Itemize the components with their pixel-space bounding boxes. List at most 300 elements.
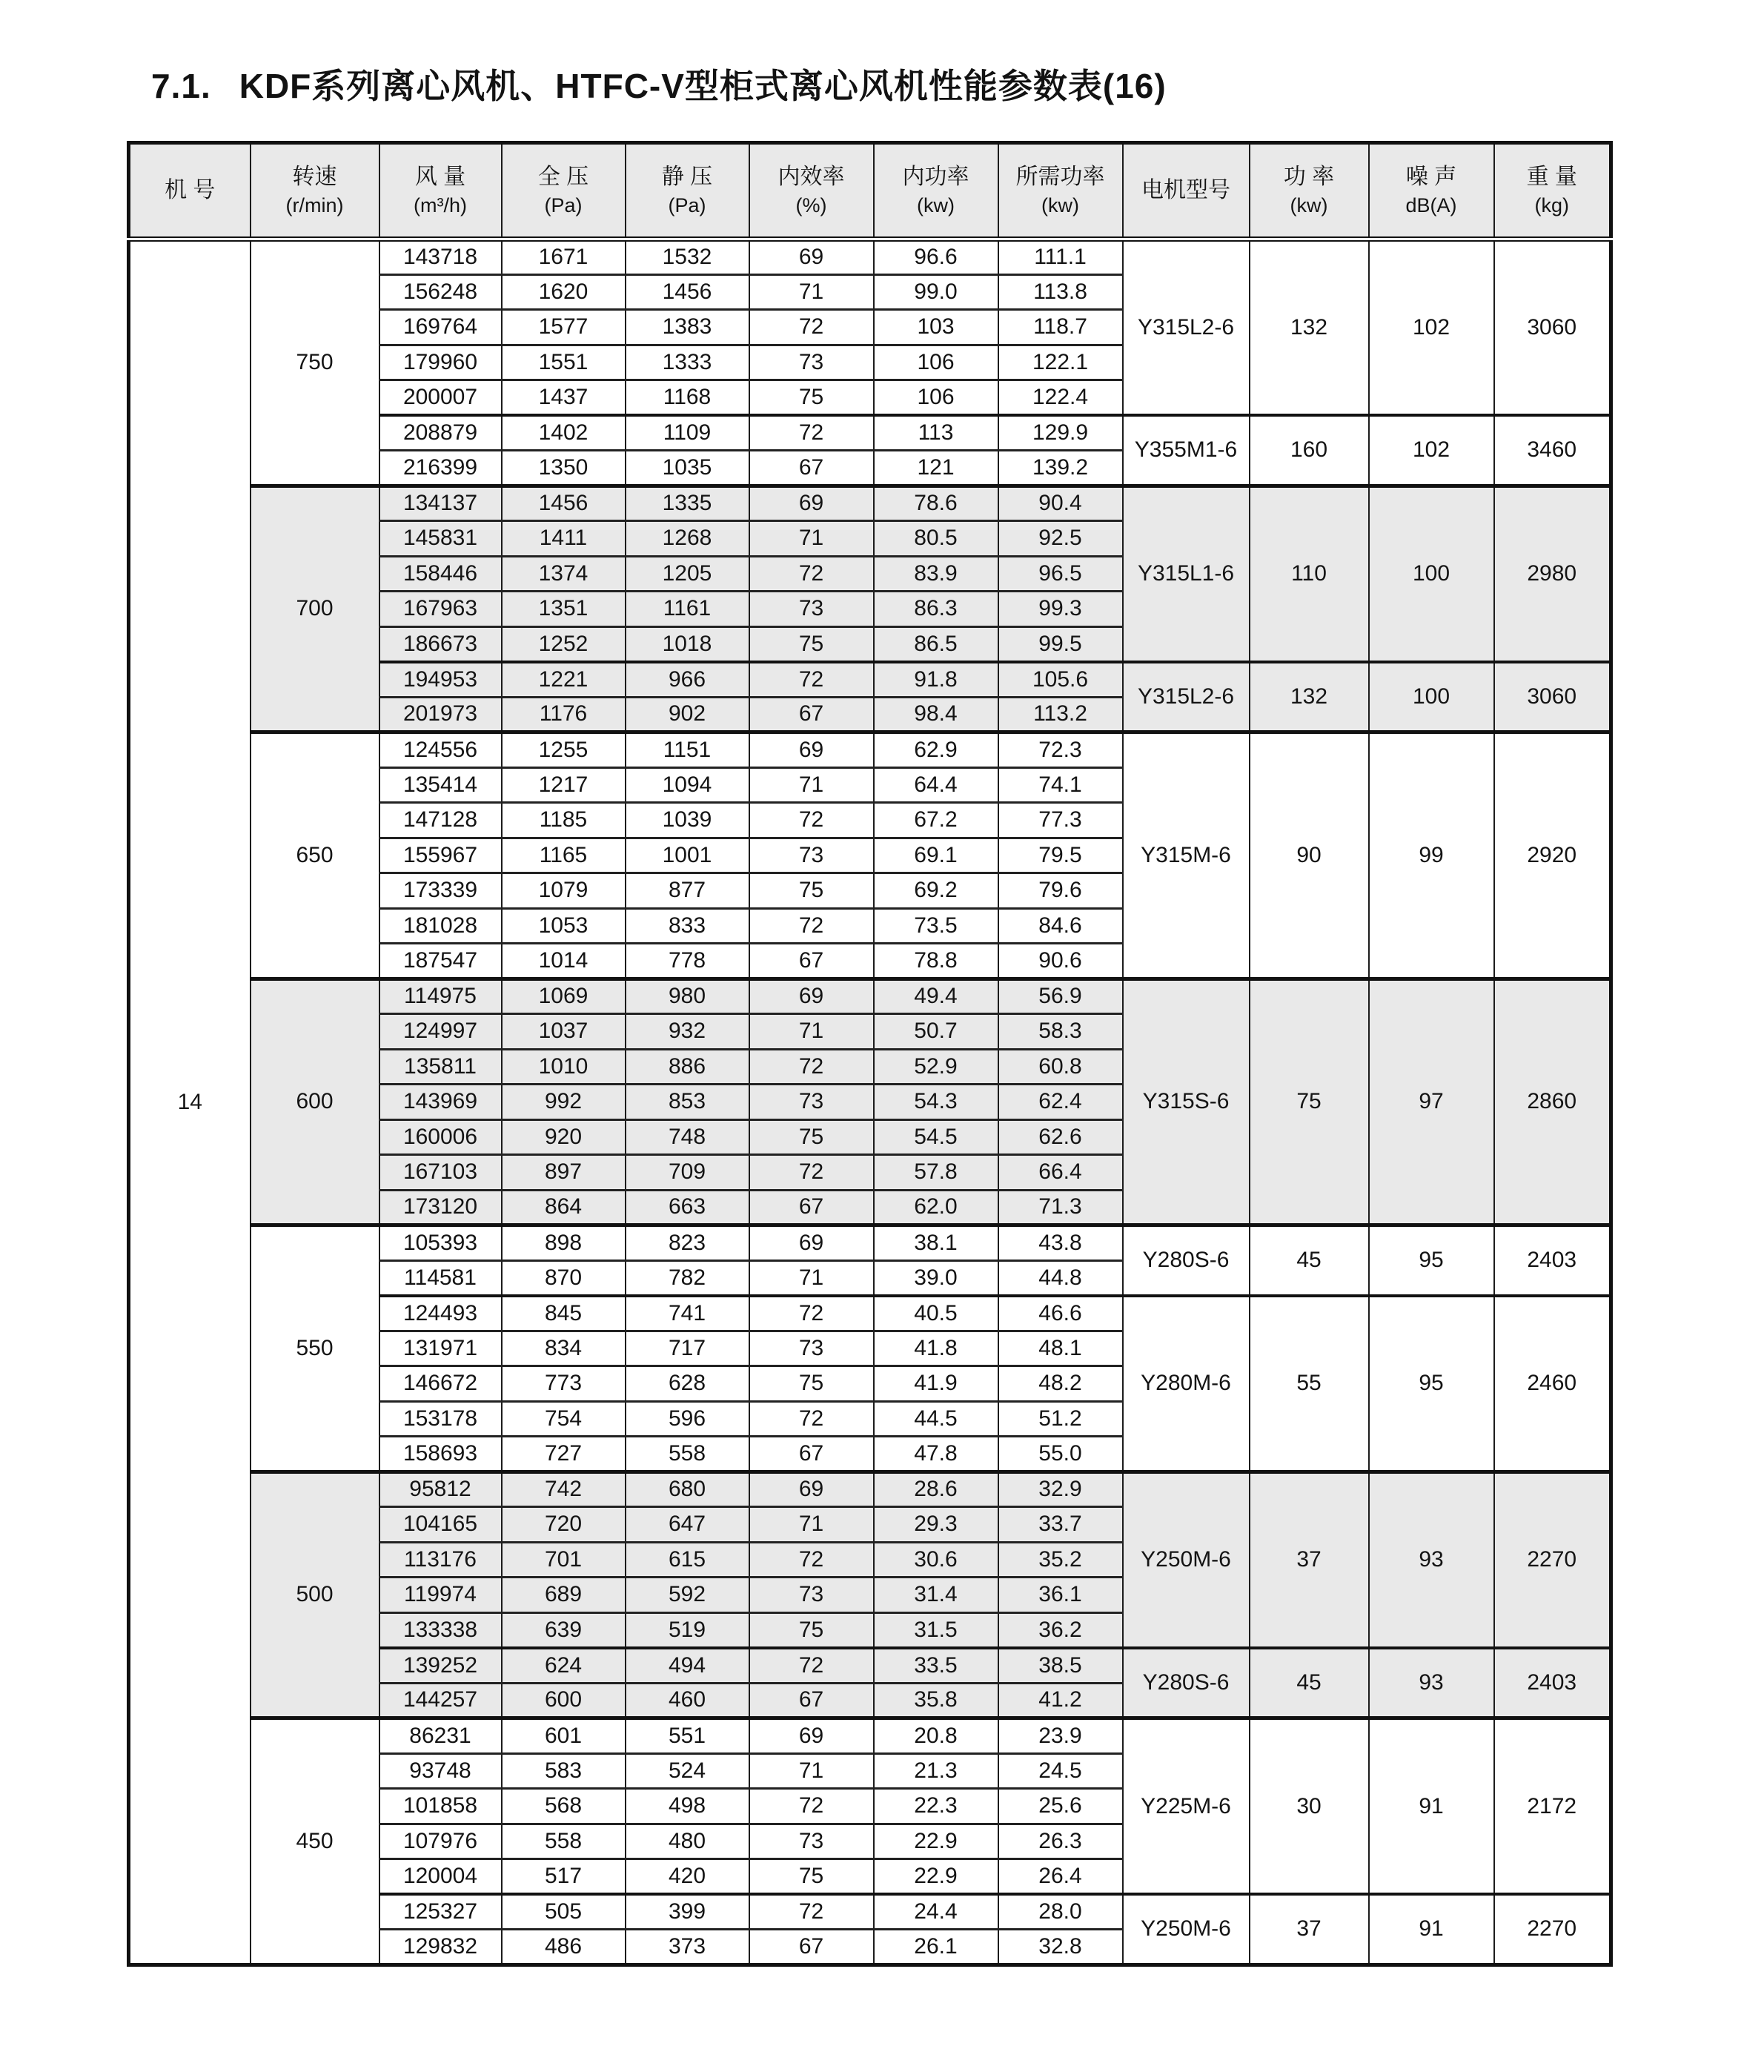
cell-motor-model: Y355M1-6 (1123, 415, 1250, 486)
cell-required-power: 43.8 (998, 1225, 1123, 1261)
col-header-label: 电机型号 (1141, 178, 1230, 202)
cell-static-pressure: 1532 (626, 239, 749, 275)
cell-efficiency: 73 (749, 1331, 874, 1366)
cell-motor-model: Y280S-6 (1123, 1225, 1250, 1296)
cell-efficiency: 67 (749, 1190, 874, 1225)
cell-flow: 114975 (379, 979, 502, 1014)
col-header-unit: (kw) (917, 194, 955, 216)
header-row (129, 143, 1611, 239)
cell-total-pressure: 992 (502, 1085, 626, 1120)
cell-efficiency: 75 (749, 873, 874, 909)
cell-power: 37 (1250, 1894, 1369, 1965)
cell-total-pressure: 754 (502, 1401, 626, 1437)
cell-total-pressure: 864 (502, 1190, 626, 1225)
cell-static-pressure: 498 (626, 1789, 749, 1824)
cell-static-pressure: 709 (626, 1155, 749, 1191)
cell-required-power: 36.1 (998, 1578, 1123, 1613)
cell-static-pressure: 1335 (626, 486, 749, 521)
cell-total-pressure: 568 (502, 1789, 626, 1824)
cell-internal-power: 86.3 (874, 592, 998, 627)
cell-flow: 147128 (379, 803, 502, 838)
cell-internal-power: 67.2 (874, 803, 998, 838)
col-header-label: 静 压 (661, 165, 713, 189)
cell-total-pressure: 1079 (502, 873, 626, 909)
cell-efficiency: 73 (749, 1085, 874, 1120)
cell-internal-power: 22.3 (874, 1789, 998, 1824)
cell-total-pressure: 1411 (502, 521, 626, 557)
cell-total-pressure: 1671 (502, 239, 626, 275)
cell-static-pressure: 494 (626, 1648, 749, 1684)
cell-total-pressure: 1350 (502, 451, 626, 486)
cell-total-pressure: 1551 (502, 345, 626, 380)
cell-total-pressure: 742 (502, 1472, 626, 1507)
col-header-unit: (m³/h) (414, 194, 467, 216)
cell-power: 132 (1250, 239, 1369, 416)
cell-weight: 3060 (1494, 239, 1611, 416)
cell-total-pressure: 1620 (502, 274, 626, 310)
cell-required-power: 96.5 (998, 556, 1123, 592)
cell-static-pressure: 778 (626, 944, 749, 979)
cell-total-pressure: 1577 (502, 310, 626, 345)
col-header-label: 机 号 (165, 178, 216, 202)
cell-required-power: 35.2 (998, 1542, 1123, 1578)
cell-noise: 102 (1369, 239, 1494, 416)
cell-internal-power: 33.5 (874, 1648, 998, 1684)
cell-internal-power: 106 (874, 345, 998, 380)
cell-flow: 86231 (379, 1718, 502, 1754)
col-header-label: 全 压 (537, 165, 589, 189)
cell-weight: 2270 (1494, 1894, 1611, 1965)
cell-efficiency: 67 (749, 451, 874, 486)
cell-machine-no: 14 (129, 239, 251, 1965)
cell-power: 90 (1250, 732, 1369, 979)
cell-total-pressure: 689 (502, 1578, 626, 1613)
cell-flow: 187547 (379, 944, 502, 979)
cell-weight: 2403 (1494, 1225, 1611, 1296)
page-title-text: KDF系列离心风机、HTFC-V型柜式离心风机性能参数表(16) (239, 67, 1167, 105)
cell-internal-power: 31.5 (874, 1612, 998, 1648)
cell-static-pressure: 628 (626, 1366, 749, 1402)
cell-total-pressure: 486 (502, 1930, 626, 1965)
cell-static-pressure: 460 (626, 1683, 749, 1718)
cell-static-pressure: 480 (626, 1824, 749, 1859)
cell-static-pressure: 1035 (626, 451, 749, 486)
col-header-efficiency (749, 143, 874, 239)
table-row (129, 239, 1611, 275)
cell-weight: 2860 (1494, 979, 1611, 1225)
table-header (129, 143, 1611, 239)
page-title-number: 7.1. (151, 67, 211, 105)
cell-flow: 156248 (379, 274, 502, 310)
col-header-static-pressure (626, 143, 749, 239)
cell-efficiency: 72 (749, 1155, 874, 1191)
cell-noise: 99 (1369, 732, 1494, 979)
fan-performance-table (127, 141, 1613, 1967)
cell-efficiency: 75 (749, 380, 874, 416)
col-header-label: 噪 声 (1405, 165, 1457, 189)
cell-weight: 3460 (1494, 415, 1611, 486)
cell-total-pressure: 1456 (502, 486, 626, 521)
col-header-label: 功 率 (1283, 165, 1335, 189)
cell-efficiency: 71 (749, 1014, 874, 1050)
cell-weight: 3060 (1494, 662, 1611, 732)
col-header-unit: (%) (795, 194, 827, 216)
cell-power: 160 (1250, 415, 1369, 486)
cell-efficiency: 75 (749, 1119, 874, 1155)
cell-static-pressure: 1383 (626, 310, 749, 345)
cell-internal-power: 98.4 (874, 697, 998, 732)
cell-efficiency: 69 (749, 1718, 874, 1754)
cell-internal-power: 121 (874, 451, 998, 486)
cell-efficiency: 72 (749, 1542, 874, 1578)
cell-internal-power: 44.5 (874, 1401, 998, 1437)
cell-internal-power: 50.7 (874, 1014, 998, 1050)
cell-total-pressure: 1069 (502, 979, 626, 1014)
cell-static-pressure: 1018 (626, 626, 749, 662)
cell-static-pressure: 373 (626, 1930, 749, 1965)
cell-motor-model: Y280S-6 (1123, 1648, 1250, 1718)
cell-total-pressure: 1252 (502, 626, 626, 662)
cell-internal-power: 69.1 (874, 838, 998, 873)
cell-static-pressure: 853 (626, 1085, 749, 1120)
cell-total-pressure: 727 (502, 1437, 626, 1472)
cell-speed: 500 (251, 1472, 379, 1718)
cell-total-pressure: 601 (502, 1718, 626, 1754)
cell-efficiency: 73 (749, 592, 874, 627)
cell-internal-power: 80.5 (874, 521, 998, 557)
cell-flow: 143969 (379, 1085, 502, 1120)
cell-internal-power: 47.8 (874, 1437, 998, 1472)
cell-efficiency: 69 (749, 1472, 874, 1507)
cell-noise: 102 (1369, 415, 1494, 486)
cell-internal-power: 38.1 (874, 1225, 998, 1261)
cell-required-power: 118.7 (998, 310, 1123, 345)
cell-required-power: 111.1 (998, 239, 1123, 275)
cell-internal-power: 99.0 (874, 274, 998, 310)
col-header-label: 内功率 (902, 165, 969, 189)
cell-internal-power: 54.3 (874, 1085, 998, 1120)
cell-efficiency: 69 (749, 1225, 874, 1261)
cell-required-power: 23.9 (998, 1718, 1123, 1754)
cell-flow: 135414 (379, 767, 502, 803)
cell-flow: 155967 (379, 838, 502, 873)
cell-static-pressure: 966 (626, 662, 749, 698)
cell-required-power: 28.0 (998, 1894, 1123, 1930)
cell-internal-power: 62.0 (874, 1190, 998, 1225)
table-body (129, 239, 1611, 1965)
col-header-noise (1369, 143, 1494, 239)
cell-required-power: 24.5 (998, 1753, 1123, 1789)
cell-required-power: 66.4 (998, 1155, 1123, 1191)
cell-efficiency: 73 (749, 345, 874, 380)
cell-total-pressure: 1255 (502, 732, 626, 768)
cell-internal-power: 49.4 (874, 979, 998, 1014)
cell-required-power: 71.3 (998, 1190, 1123, 1225)
table-row (129, 979, 1611, 1014)
cell-efficiency: 69 (749, 732, 874, 768)
cell-efficiency: 67 (749, 944, 874, 979)
cell-flow: 186673 (379, 626, 502, 662)
cell-internal-power: 21.3 (874, 1753, 998, 1789)
cell-efficiency: 72 (749, 1401, 874, 1437)
page-title (151, 59, 1167, 108)
cell-static-pressure: 420 (626, 1859, 749, 1895)
cell-static-pressure: 1151 (626, 732, 749, 768)
cell-internal-power: 41.9 (874, 1366, 998, 1402)
cell-required-power: 26.4 (998, 1859, 1123, 1895)
col-header-label: 风 量 (414, 165, 466, 189)
cell-required-power: 44.8 (998, 1260, 1123, 1296)
cell-required-power: 90.4 (998, 486, 1123, 521)
cell-required-power: 51.2 (998, 1401, 1123, 1437)
cell-required-power: 48.1 (998, 1331, 1123, 1366)
cell-static-pressure: 524 (626, 1753, 749, 1789)
cell-required-power: 48.2 (998, 1366, 1123, 1402)
cell-flow: 143718 (379, 239, 502, 275)
cell-required-power: 46.6 (998, 1296, 1123, 1331)
cell-flow: 135811 (379, 1049, 502, 1085)
cell-required-power: 74.1 (998, 767, 1123, 803)
cell-internal-power: 86.5 (874, 626, 998, 662)
cell-efficiency: 72 (749, 310, 874, 345)
cell-weight: 2460 (1494, 1296, 1611, 1472)
cell-static-pressure: 1333 (626, 345, 749, 380)
cell-internal-power: 57.8 (874, 1155, 998, 1191)
cell-internal-power: 26.1 (874, 1930, 998, 1965)
cell-flow: 131971 (379, 1331, 502, 1366)
cell-required-power: 129.9 (998, 415, 1123, 451)
cell-required-power: 79.5 (998, 838, 1123, 873)
cell-total-pressure: 720 (502, 1507, 626, 1543)
cell-static-pressure: 717 (626, 1331, 749, 1366)
col-header-machine-no (129, 143, 251, 239)
cell-flow: 144257 (379, 1683, 502, 1718)
cell-static-pressure: 823 (626, 1225, 749, 1261)
cell-total-pressure: 1374 (502, 556, 626, 592)
col-header-flow (379, 143, 502, 239)
cell-flow: 101858 (379, 1789, 502, 1824)
cell-noise: 100 (1369, 662, 1494, 732)
cell-noise: 91 (1369, 1718, 1494, 1895)
cell-internal-power: 40.5 (874, 1296, 998, 1331)
cell-total-pressure: 898 (502, 1225, 626, 1261)
cell-total-pressure: 505 (502, 1894, 626, 1930)
cell-flow: 200007 (379, 380, 502, 416)
cell-required-power: 32.9 (998, 1472, 1123, 1507)
cell-noise: 93 (1369, 1472, 1494, 1648)
cell-static-pressure: 741 (626, 1296, 749, 1331)
cell-efficiency: 72 (749, 803, 874, 838)
cell-noise: 95 (1369, 1296, 1494, 1472)
cell-static-pressure: 615 (626, 1542, 749, 1578)
cell-efficiency: 72 (749, 908, 874, 944)
cell-flow: 181028 (379, 908, 502, 944)
cell-efficiency: 71 (749, 1507, 874, 1543)
col-header-unit: (kw) (1041, 194, 1079, 216)
cell-required-power: 25.6 (998, 1789, 1123, 1824)
cell-flow: 124997 (379, 1014, 502, 1050)
cell-internal-power: 24.4 (874, 1894, 998, 1930)
cell-flow: 145831 (379, 521, 502, 557)
cell-efficiency: 75 (749, 1612, 874, 1648)
cell-motor-model: Y250M-6 (1123, 1894, 1250, 1965)
cell-efficiency: 73 (749, 1578, 874, 1613)
cell-internal-power: 20.8 (874, 1718, 998, 1754)
cell-power: 45 (1250, 1225, 1369, 1296)
cell-efficiency: 72 (749, 1648, 874, 1684)
cell-internal-power: 106 (874, 380, 998, 416)
cell-speed: 600 (251, 979, 379, 1225)
cell-internal-power: 103 (874, 310, 998, 345)
cell-total-pressure: 639 (502, 1612, 626, 1648)
cell-required-power: 90.6 (998, 944, 1123, 979)
cell-flow: 208879 (379, 415, 502, 451)
cell-flow: 120004 (379, 1859, 502, 1895)
cell-required-power: 92.5 (998, 521, 1123, 557)
cell-total-pressure: 1014 (502, 944, 626, 979)
cell-required-power: 139.2 (998, 451, 1123, 486)
cell-static-pressure: 748 (626, 1119, 749, 1155)
col-header-weight (1494, 143, 1611, 239)
cell-static-pressure: 1161 (626, 592, 749, 627)
cell-motor-model: Y315L2-6 (1123, 239, 1250, 416)
cell-static-pressure: 877 (626, 873, 749, 909)
cell-flow: 173120 (379, 1190, 502, 1225)
cell-total-pressure: 870 (502, 1260, 626, 1296)
cell-total-pressure: 834 (502, 1331, 626, 1366)
cell-static-pressure: 1456 (626, 274, 749, 310)
cell-efficiency: 71 (749, 521, 874, 557)
cell-flow: 124556 (379, 732, 502, 768)
cell-flow: 167963 (379, 592, 502, 627)
cell-total-pressure: 845 (502, 1296, 626, 1331)
cell-efficiency: 72 (749, 1296, 874, 1331)
col-header-total-pressure (502, 143, 626, 239)
cell-internal-power: 73.5 (874, 908, 998, 944)
cell-static-pressure: 596 (626, 1401, 749, 1437)
cell-total-pressure: 1402 (502, 415, 626, 451)
cell-total-pressure: 517 (502, 1859, 626, 1895)
cell-internal-power: 22.9 (874, 1824, 998, 1859)
cell-efficiency: 71 (749, 274, 874, 310)
cell-efficiency: 69 (749, 979, 874, 1014)
cell-internal-power: 113 (874, 415, 998, 451)
cell-internal-power: 39.0 (874, 1260, 998, 1296)
cell-internal-power: 35.8 (874, 1683, 998, 1718)
cell-flow: 104165 (379, 1507, 502, 1543)
cell-required-power: 33.7 (998, 1507, 1123, 1543)
cell-motor-model: Y280M-6 (1123, 1296, 1250, 1472)
cell-internal-power: 83.9 (874, 556, 998, 592)
cell-power: 110 (1250, 486, 1369, 662)
cell-motor-model: Y315S-6 (1123, 979, 1250, 1225)
cell-efficiency: 71 (749, 1260, 874, 1296)
cell-flow: 179960 (379, 345, 502, 380)
cell-flow: 114581 (379, 1260, 502, 1296)
cell-internal-power: 28.6 (874, 1472, 998, 1507)
cell-efficiency: 67 (749, 1437, 874, 1472)
cell-static-pressure: 680 (626, 1472, 749, 1507)
cell-flow: 160006 (379, 1119, 502, 1155)
cell-speed: 650 (251, 732, 379, 979)
cell-flow: 113176 (379, 1542, 502, 1578)
col-header-label: 内效率 (777, 165, 845, 189)
cell-flow: 169764 (379, 310, 502, 345)
cell-required-power: 77.3 (998, 803, 1123, 838)
col-header-label: 转速 (292, 165, 337, 189)
cell-flow: 95812 (379, 1472, 502, 1507)
cell-required-power: 60.8 (998, 1049, 1123, 1085)
cell-static-pressure: 902 (626, 697, 749, 732)
cell-total-pressure: 1037 (502, 1014, 626, 1050)
cell-flow: 129832 (379, 1930, 502, 1965)
cell-required-power: 79.6 (998, 873, 1123, 909)
cell-required-power: 36.2 (998, 1612, 1123, 1648)
cell-flow: 133338 (379, 1612, 502, 1648)
cell-total-pressure: 624 (502, 1648, 626, 1684)
cell-efficiency: 69 (749, 486, 874, 521)
cell-motor-model: Y315L2-6 (1123, 662, 1250, 732)
cell-efficiency: 72 (749, 1049, 874, 1085)
cell-total-pressure: 1217 (502, 767, 626, 803)
cell-total-pressure: 920 (502, 1119, 626, 1155)
cell-static-pressure: 1168 (626, 380, 749, 416)
cell-efficiency: 67 (749, 1683, 874, 1718)
cell-noise: 91 (1369, 1894, 1494, 1965)
cell-flow: 158446 (379, 556, 502, 592)
cell-static-pressure: 1109 (626, 415, 749, 451)
cell-power: 30 (1250, 1718, 1369, 1895)
cell-total-pressure: 1165 (502, 838, 626, 873)
cell-static-pressure: 592 (626, 1578, 749, 1613)
cell-internal-power: 29.3 (874, 1507, 998, 1543)
cell-weight: 2980 (1494, 486, 1611, 662)
cell-required-power: 55.0 (998, 1437, 1123, 1472)
cell-required-power: 122.1 (998, 345, 1123, 380)
cell-flow: 216399 (379, 451, 502, 486)
cell-required-power: 99.3 (998, 592, 1123, 627)
col-header-power (1250, 143, 1369, 239)
col-header-label: 所需功率 (1015, 165, 1105, 189)
cell-speed: 750 (251, 239, 379, 486)
cell-static-pressure: 647 (626, 1507, 749, 1543)
cell-flow: 125327 (379, 1894, 502, 1930)
cell-power: 132 (1250, 662, 1369, 732)
cell-motor-model: Y315L1-6 (1123, 486, 1250, 662)
cell-weight: 2172 (1494, 1718, 1611, 1895)
cell-static-pressure: 1094 (626, 767, 749, 803)
cell-required-power: 113.8 (998, 274, 1123, 310)
cell-internal-power: 69.2 (874, 873, 998, 909)
table-row (129, 1472, 1611, 1507)
cell-speed: 550 (251, 1225, 379, 1472)
cell-efficiency: 72 (749, 1789, 874, 1824)
cell-efficiency: 71 (749, 1753, 874, 1789)
cell-speed: 450 (251, 1718, 379, 1965)
cell-total-pressure: 701 (502, 1542, 626, 1578)
cell-power: 55 (1250, 1296, 1369, 1472)
cell-efficiency: 67 (749, 697, 874, 732)
cell-internal-power: 30.6 (874, 1542, 998, 1578)
cell-power: 37 (1250, 1472, 1369, 1648)
cell-internal-power: 78.6 (874, 486, 998, 521)
cell-flow: 153178 (379, 1401, 502, 1437)
cell-motor-model: Y225M-6 (1123, 1718, 1250, 1895)
cell-efficiency: 73 (749, 1824, 874, 1859)
cell-total-pressure: 1053 (502, 908, 626, 944)
cell-efficiency: 71 (749, 767, 874, 803)
cell-static-pressure: 1205 (626, 556, 749, 592)
